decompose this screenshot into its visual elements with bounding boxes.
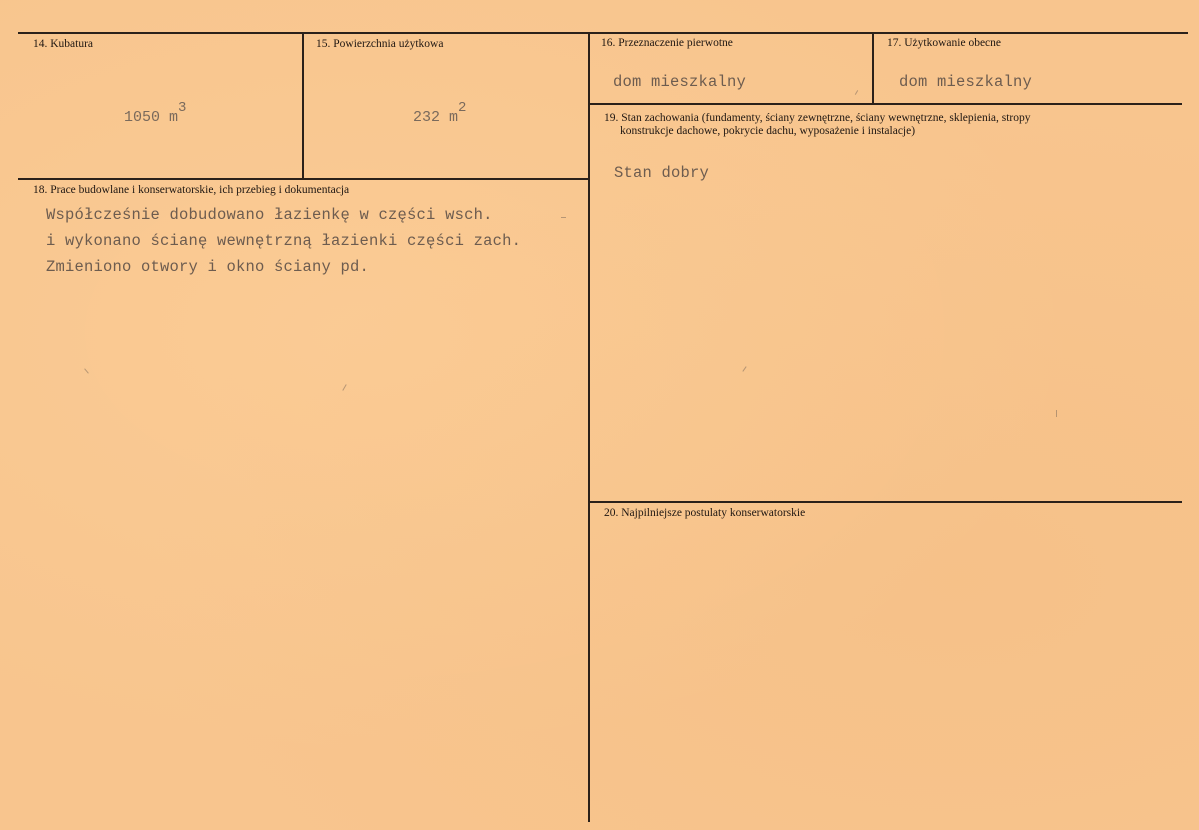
divider-14-15	[302, 32, 304, 179]
paper-speck	[742, 366, 746, 371]
field-17-value: dom mieszkalny	[899, 73, 1033, 91]
field-16-value: dom mieszkalny	[613, 73, 747, 91]
rule-under-14-15	[18, 178, 590, 180]
field-14-label: 14. Kubatura	[33, 38, 94, 50]
rule-under-16-17	[590, 103, 1182, 105]
field-15-value	[413, 100, 467, 126]
field-18-line-1: Współcześnie dobudowano łazienkę w części wsch.	[46, 206, 493, 224]
field-18-text	[46, 202, 521, 280]
top-rule	[18, 32, 1188, 34]
field-15-exponent: 2	[458, 100, 467, 116]
field-17-label: 17. Użytkowanie obecne	[887, 37, 1002, 49]
field-18-line-3: Zmieniono otwory i okno ściany pd.	[46, 258, 370, 276]
divider-center	[588, 32, 590, 822]
field-16-label: 16. Przeznaczenie pierwotne	[601, 37, 733, 49]
paper-speck	[342, 384, 346, 391]
field-15-label: 15. Powierzchnia użytkowa	[316, 38, 444, 50]
paper-speck	[1056, 410, 1057, 417]
divider-16-17	[872, 32, 874, 104]
rule-above-20	[590, 501, 1182, 503]
field-18-label: 18. Prace budowlane i konserwatorskie, ich przebieg i dokumentacja	[33, 184, 350, 196]
field-15-number: 232 m	[413, 109, 459, 126]
field-14-exponent: 3	[178, 100, 187, 116]
field-19-label-line-2: konstrukcje dachowe, pokrycie dachu, wyposażenie i instalacje)	[620, 125, 916, 137]
field-19-value: Stan dobry	[614, 164, 710, 182]
paper-speck	[855, 90, 858, 95]
field-14-number: 1050 m	[124, 109, 179, 126]
field-20-label: 20. Najpilniejsze postulaty konserwatorskie	[604, 507, 806, 519]
field-19-label-line-1: 19. Stan zachowania (fundamenty, ściany zewnętrzne, ściany wewnętrzne, sklepienia, stropy	[604, 112, 1031, 124]
field-14-value	[124, 100, 187, 126]
field-18-line-2: i wykonano ścianę wewnętrzną łazienki części zach.	[46, 232, 522, 250]
paper-speck	[561, 217, 566, 218]
paper-speck	[84, 368, 89, 373]
